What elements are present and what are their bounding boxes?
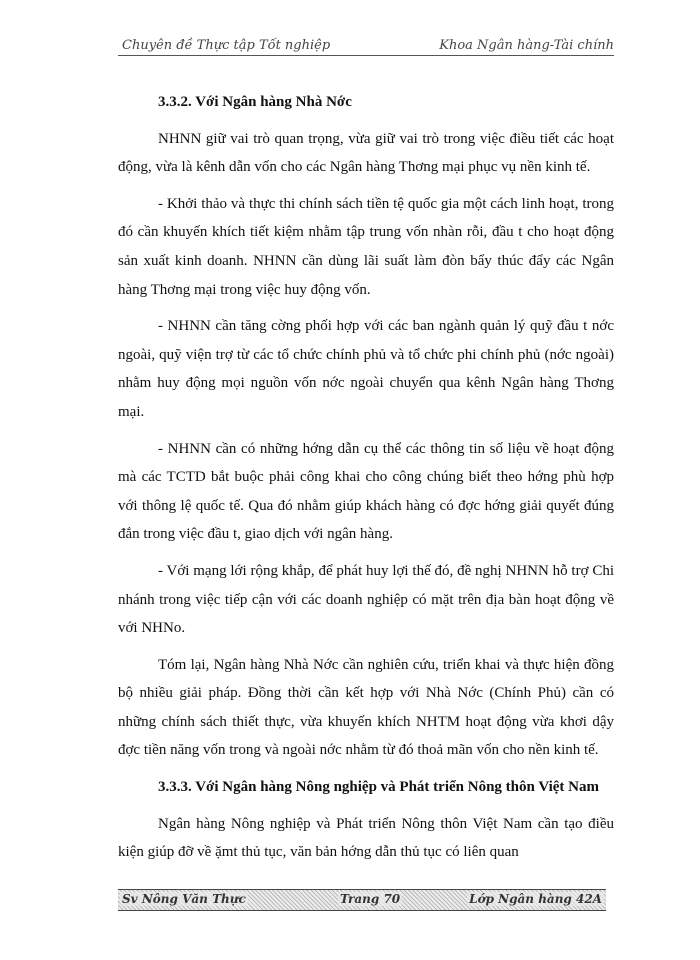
- header-title: Chuyên đề Thực tập Tốt nghiệp: [122, 38, 331, 53]
- paragraph: - Với mạng lới rộng khắp, để phát huy lợi thế đó, đề nghị NHNN hỗ trợ Chi nhánh trong việc tiếp cận với các doanh nghiệp có mặt trên địa bàn hoạt động về với NHNo.: [118, 562, 614, 637]
- footer-author: Sv Nông Văn Thực: [122, 892, 246, 906]
- paragraph: Tóm lại, Ngân hàng Nhà Nớc cần nghiên cứu, triển khai và thực hiện đồng bộ nhiều giải pháp. Đồng thời cần kết hợp với Nhà Nớc (Chính Phủ) cần có những chính sách thiết thực, vừa khuyến khích NHTM hoạt động vừa khơi dậy đợc tiền năng vốn trong và ngoài nớc nhằm từ đó thoả mãn vốn cho nền kinh tế.: [118, 656, 614, 759]
- page-footer: [118, 889, 606, 911]
- section-heading-3-3-2: 3.3.2. Với Ngân hàng Nhà Nớc: [158, 94, 352, 110]
- section-heading-3-3-3: 3.3.3. Với Ngân hàng Nông nghiệp và Phát triển Nông thôn Việt Nam: [158, 779, 599, 796]
- header-faculty: Khoa Ngân hàng-Tài chính: [439, 38, 614, 53]
- paragraph: Ngân hàng Nông nghiệp và Phát triển Nông thôn Việt Nam cần tạo điều kiện giúp đỡ về ặmt thủ tục, văn bản hớng dẫn thủ tục có liên quan: [118, 815, 614, 861]
- footer-class: Lớp Ngân hàng 42A: [469, 892, 602, 906]
- paragraph: - NHNN cần có những hớng dẫn cụ thể các thông tin số liệu về hoạt động mà các TCTD bắt buộc phải công khai cho công chúng biết theo hớng phù hợp với thông lệ quốc tế. Qua đó nhằm giúp khách hàng có đợc hớng giải quyết đúng đắn trong việc đầu t, giao dịch với ngân hàng.: [118, 440, 614, 543]
- header-rule: [118, 55, 614, 56]
- page-body: [118, 88, 614, 875]
- paragraph: - Khởi thảo và thực thi chính sách tiền tệ quốc gia một cách linh hoạt, trong đó cần khuyến khích tiết kiệm nhằm tập trung vốn nhàn rỗi, đầu t cho hoạt động sản xuất kinh doanh. NHNN cần dùng lãi suất làm đòn bẩy thúc đẩy các Ngân hàng Thơng mại trong việc huy động vốn.: [118, 195, 614, 298]
- page-header: [118, 34, 614, 58]
- paragraph: NHNN giữ vai trò quan trọng, vừa giữ vai trò trong việc điều tiết các hoạt động, vừa là kênh dẫn vốn cho các Ngân hàng Thơng mại phục vụ nền kinh tế.: [118, 130, 614, 176]
- footer-page-number: Trang 70: [340, 892, 401, 906]
- paragraph: - NHNN cần tăng cờng phối hợp với các ban ngành quản lý quỹ đầu t nớc ngoài, quỹ viện trợ từ các tổ chức chính phủ và tổ chức phi chính phủ (nớc ngoài) nhằm huy động mọi nguồn vốn nớc ngoài chuyển qua kênh Ngân hàng Thơng mại.: [118, 318, 614, 420]
